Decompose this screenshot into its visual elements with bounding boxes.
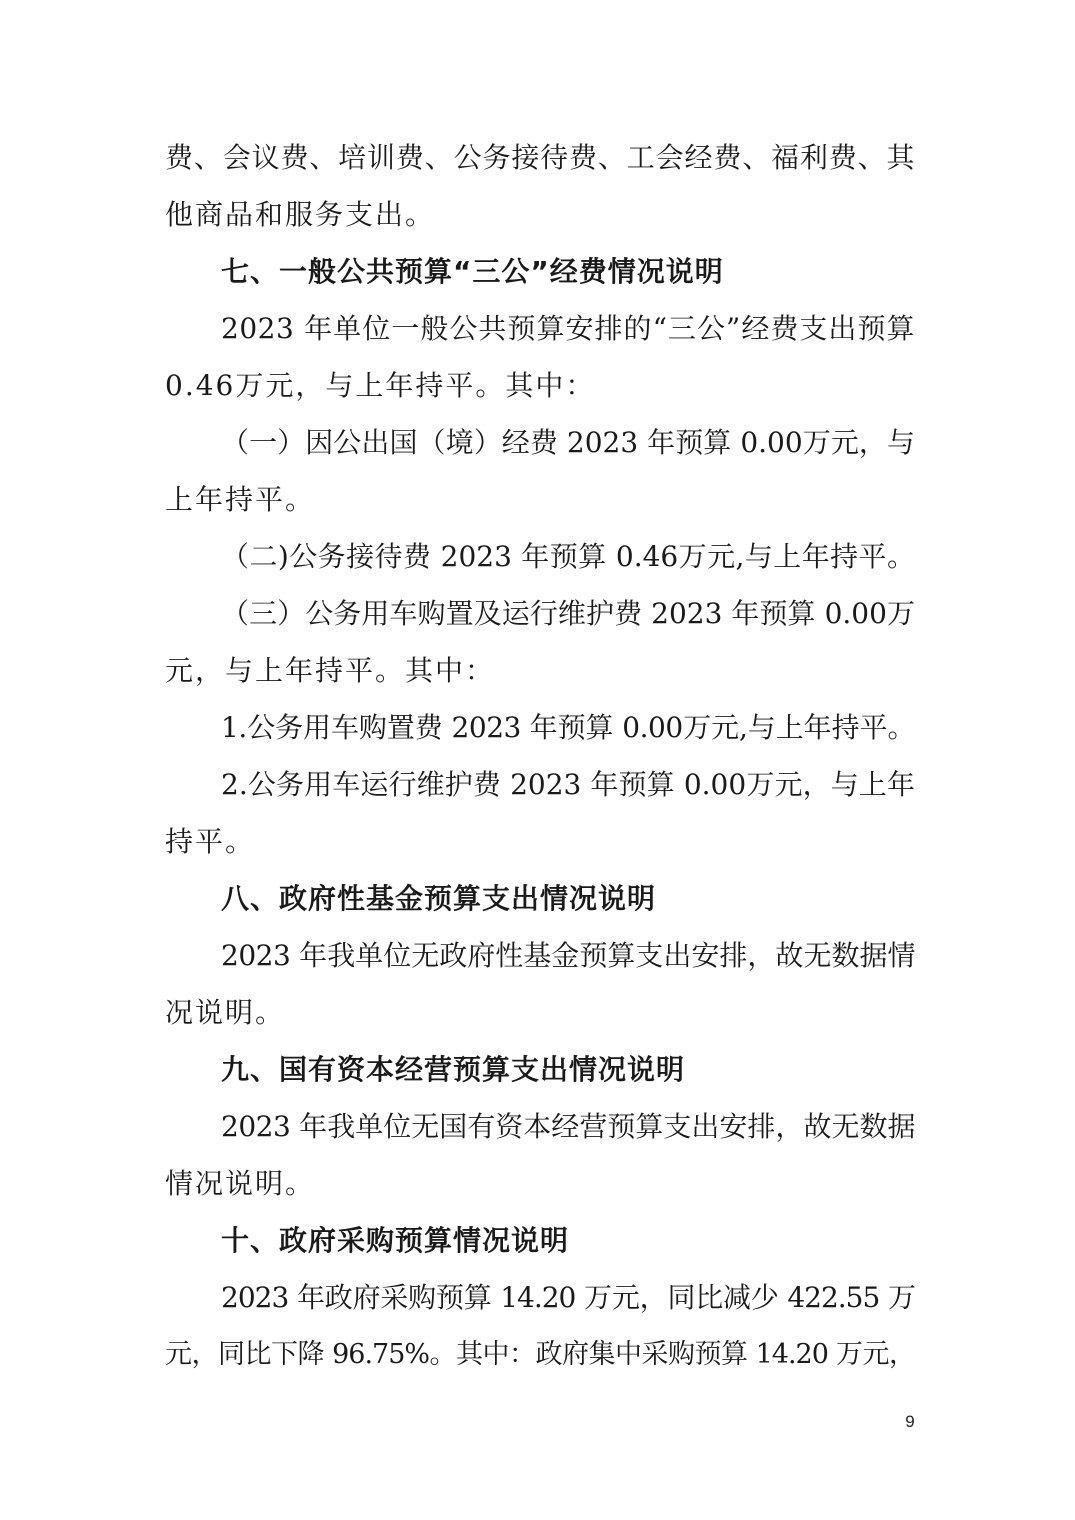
paragraph-line: 0.46万元，与上年持平。其中： xyxy=(165,369,596,402)
page-number: 9 xyxy=(905,1412,915,1431)
paragraph-line: 他商品和服务支出。 xyxy=(165,198,436,231)
paragraph-line: （二)公务接待费 2023 年预算 0.46万元,与上年持平。 xyxy=(221,540,915,573)
paragraph-line: 持平。 xyxy=(165,825,256,858)
section-heading-ten: 十、政府采购预算情况说明 xyxy=(221,1224,570,1257)
paragraph-line: 元，与上年持平。其中： xyxy=(165,654,496,687)
paragraph-line: 2.公务用车运行维护费 2023 年预算 0.00万元，与上年 xyxy=(221,768,915,801)
section-heading-seven: 七、一般公共预算“三公”经费情况说明 xyxy=(221,255,724,288)
section-heading-eight: 八、政府性基金预算支出情况说明 xyxy=(221,882,657,915)
paragraph-line: 2023 年我单位无国有资本经营预算支出安排，故无数据 xyxy=(221,1110,915,1143)
paragraph-line: （一）因公出国（境）经费 2023 年预算 0.00万元，与 xyxy=(221,426,915,459)
paragraph-line: 上年持平。 xyxy=(165,483,316,516)
paragraph-line: 费、会议费、培训费、公务接待费、工会经费、福利费、其 xyxy=(165,141,915,174)
paragraph-line: 2023 年单位一般公共预算安排的“三公”经费支出预算 xyxy=(221,312,915,345)
paragraph-line: 情况说明。 xyxy=(165,1167,316,1200)
paragraph-line: 况说明。 xyxy=(165,996,286,1029)
paragraph-line: 2023 年我单位无政府性基金预算支出安排，故无数据情 xyxy=(221,939,915,972)
paragraph-line: 1.公务用车购置费 2023 年预算 0.00万元,与上年持平。 xyxy=(221,711,915,744)
paragraph-line: 元，同比下降 96.75%。其中：政府集中采购预算 14.20 万元， xyxy=(165,1339,915,1370)
paragraph-line: （三）公务用车购置及运行维护费 2023 年预算 0.00万 xyxy=(221,597,915,630)
paragraph-line: 2023 年政府采购预算 14.20 万元，同比减少 422.55 万 xyxy=(221,1281,915,1314)
section-heading-nine: 九、国有资本经营预算支出情况说明 xyxy=(221,1053,686,1086)
